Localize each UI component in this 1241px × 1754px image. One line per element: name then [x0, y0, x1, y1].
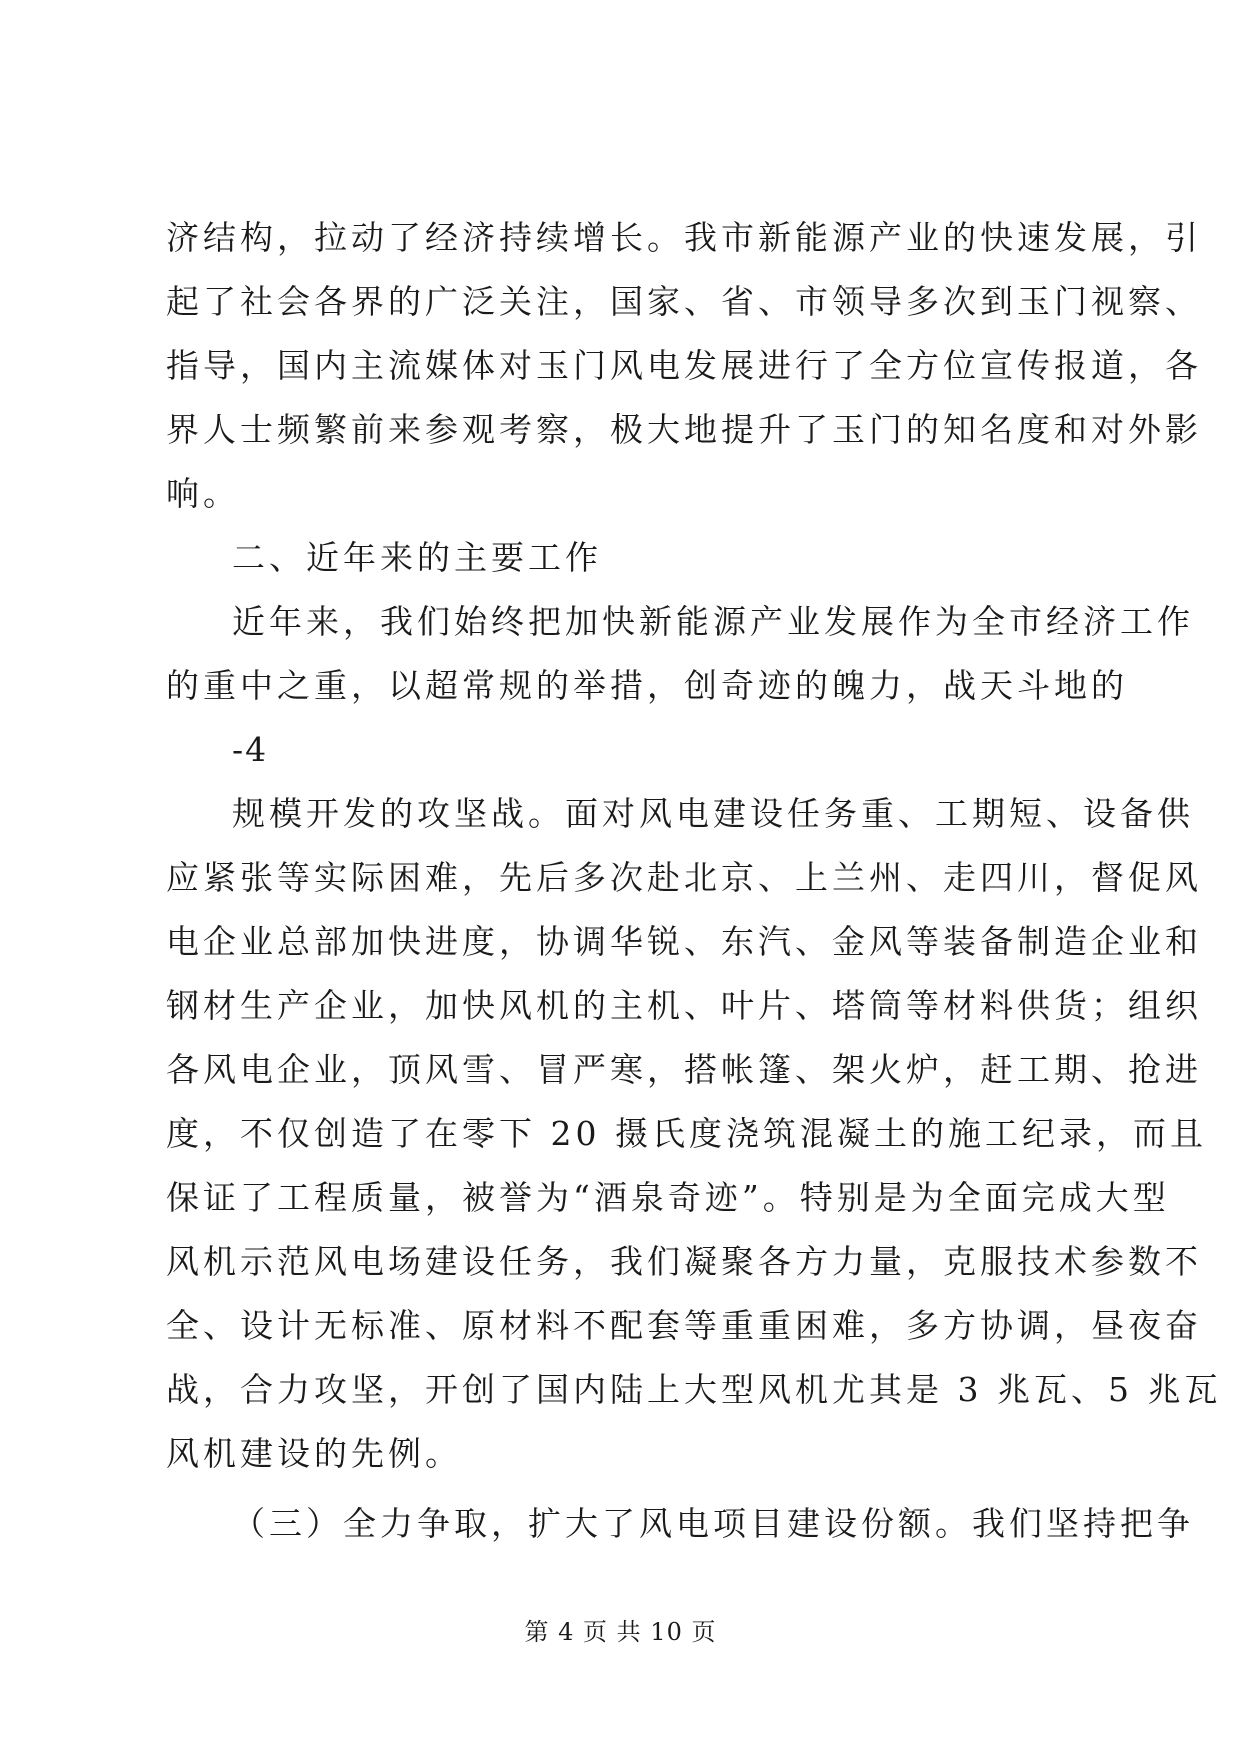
paragraph-line: 济结构，拉动了经济持续增长。我市新能源产业的快速发展，引 — [166, 218, 1202, 257]
paragraph-line: 响。 — [166, 474, 240, 513]
paragraph-line: 保证了工程质量，被誉为“酒泉奇迹”。特别是为全面完成大型 — [166, 1178, 1170, 1217]
document-body — [166, 206, 1222, 1556]
paragraph-line: 战，合力攻坚，开创了国内陆上大型风机尤其是 3 兆瓦、5 兆瓦 — [166, 1370, 1222, 1409]
page-footer: 第 4 页 共 10 页 — [524, 1618, 717, 1646]
paragraph-line: 近年来，我们始终把加快新能源产业发展作为全市经济工作 — [232, 602, 1194, 641]
paragraph-line: 全、设计无标准、原材料不配套等重重困难，多方协调，昼夜奋 — [166, 1306, 1202, 1345]
paragraph-line: 各风电企业，顶风雪、冒严寒，搭帐篷、架火炉，赶工期、抢进 — [166, 1050, 1202, 1089]
paragraph-line: 风机建设的先例。 — [166, 1434, 462, 1473]
paragraph-line: 指导，国内主流媒体对玉门风电发展进行了全方位宣传报道，各 — [166, 346, 1202, 385]
paragraph-line: 的重中之重，以超常规的举措，创奇迹的魄力，战天斗地的 — [166, 666, 1128, 705]
paragraph-line: 界人士频繁前来参观考察，极大地提升了玉门的知名度和对外影 — [166, 410, 1202, 449]
paragraph-line: 规模开发的攻坚战。面对风电建设任务重、工期短、设备供 — [232, 794, 1194, 833]
paragraph-line: 风机示范风电场建设任务，我们凝聚各方力量，克服技术参数不 — [166, 1242, 1202, 1281]
section-heading: （三）全力争取，扩大了风电项目建设份额。我们坚持把争 — [232, 1504, 1194, 1543]
paragraph-line: 度，不仅创造了在零下 20 摄氏度浇筑混凝土的施工纪录，而且 — [166, 1114, 1207, 1153]
paragraph-line: 应紧张等实际困难，先后多次赴北京、上兰州、走四川，督促风 — [166, 858, 1202, 897]
page-marker: -4 — [232, 730, 269, 769]
section-heading: 二、近年来的主要工作 — [232, 538, 602, 577]
paragraph-line: 起了社会各界的广泛关注，国家、省、市领导多次到玉门视察、 — [166, 282, 1202, 321]
paragraph-line: 钢材生产企业，加快风机的主机、叶片、塔筒等材料供货；组织 — [166, 986, 1202, 1025]
paragraph-line: 电企业总部加快进度，协调华锐、东汽、金风等装备制造企业和 — [166, 922, 1202, 961]
